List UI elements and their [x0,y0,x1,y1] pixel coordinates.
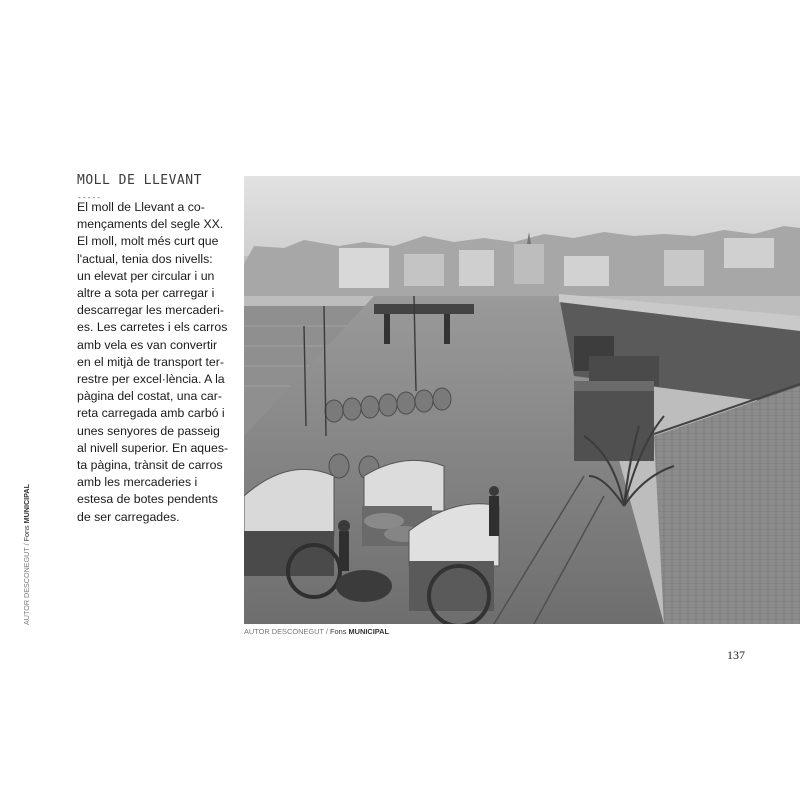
credit-author: AUTOR DESCONEGUT [244,627,324,636]
credit-fons-label: Fons [329,627,347,636]
body-line: mençaments del segle XX. [77,217,224,232]
credit-separator: / [323,627,330,636]
credit-fons-name: MUNICIPAL [348,627,389,636]
body-line: l'actual, tenia dos nivells: [77,251,213,266]
harbor-photograph [244,176,800,624]
body-line: unes senyores de passeig [77,423,220,438]
body-line: al nivell superior. En aques- [77,440,229,455]
credit-separator: / [22,541,31,548]
body-text [77,199,243,526]
body-line: altre a sota per carregar i [77,286,215,301]
body-line: en el mitjà de transport ter- [77,354,224,369]
credit-author: AUTOR DESCONEGUT [22,547,31,625]
body-line: amb les mercaderies i [77,475,198,490]
body-line: restre per excel·lència. A la [77,372,225,387]
body-line: El moll de Llevant a co- [77,200,205,214]
body-line: es. Les carretes i els carros [77,320,228,335]
section-title: MOLL DE LLEVANT [77,173,202,188]
body-line: descarregar les mercaderi- [77,303,224,318]
body-line: El moll, molt més curt que [77,234,219,249]
credit-fons-name: MUNICIPAL [22,484,31,524]
body-line: amb vela es van convertir [77,337,218,352]
side-photo-credit [22,484,31,625]
body-line: reta carregada amb carbó i [77,406,225,421]
photo-credit [244,627,389,636]
body-line: un elevat per circular i un [77,268,215,283]
body-line: pàgina del costat, una car- [77,389,222,404]
credit-fons-label: Fons [22,525,31,542]
page-number: 137 [727,648,745,662]
photo-illustration [244,176,800,624]
body-line: estesa de botes pendents [77,492,218,507]
body-line: ta pàgina, trànsit de carros [77,458,223,473]
title-rule: ----- [77,193,102,202]
body-line: de ser carregades. [77,509,180,524]
